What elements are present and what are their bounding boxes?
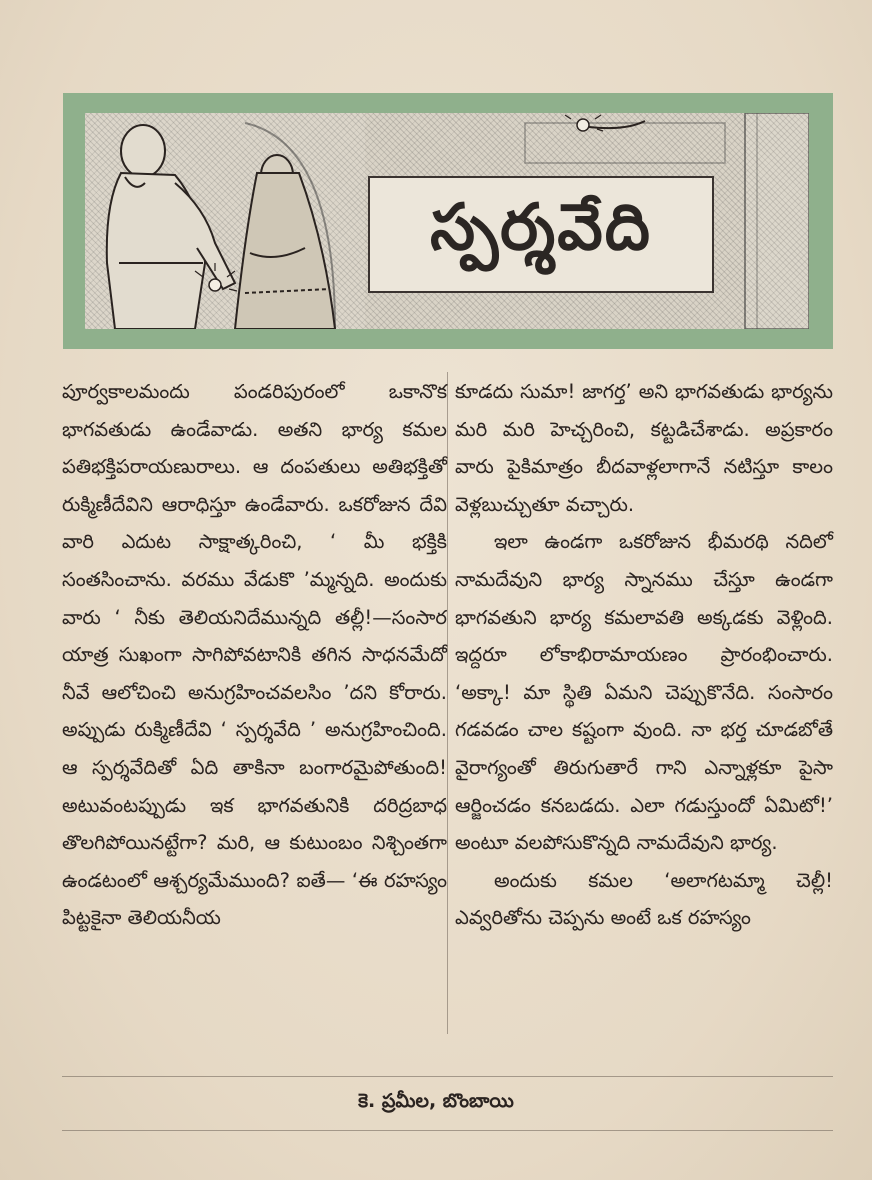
title-box: [368, 176, 714, 293]
author-credit: కె. ప్రమీల, బొంబాయి: [358, 1090, 514, 1112]
left-column: [62, 373, 447, 937]
right-paragraph-1: కూడదు సుమా! జాగర్త’ అని భాగవతుడు భార్యను మరి మరి హెచ్చరించి, కట్టడిచేశాడు. అప్రకారం వారు పైకిమాత్రం బీదవాళ్లలాగానే నటిస్తూ కాలం వెళ్లబుచ్చుతూ వచ్చారు.: [455, 380, 833, 516]
title-banner: [63, 93, 833, 349]
lamp-icon: [565, 113, 645, 131]
right-paragraph-3: అందుకు కమల ‘అలాగటమ్మా చెల్లీ! ఎవ్వరితోను చెప్పను అంటే ఒక రహస్యం: [455, 868, 833, 930]
story-title: స్పర్శవేది: [430, 189, 652, 265]
column-divider: [447, 372, 448, 1034]
right-paragraph-2: ఇలా ఉండగా ఒకరోజున భీమరథి నదిలో నామదేవుని భార్య స్నానము చేస్తూ ఉండగా భాగవతుని భార్య కమలావతి అక్కడకు వెళ్లింది. ఇద్దరూ లోకాభిరామాయణం ప్రారంభించారు. ‘అక్కా! మా స్థితి ఏమని చెప్పుకొనేది. సంసారం గడవడం చాల కష్టంగా వుంది. నా భర్త చూడబోతే వైరాగ్యంతో తిరుగుతారే గాని ఎన్నాళ్లకూ పైసా ఆర్జించడం కనబడదు. ఎలా గడుస్తుందో ఏమిటో!’ అంటూ వలపోసుకొన్నది నామదేవుని భార్య.: [455, 530, 833, 855]
footer-rule-top: [62, 1076, 833, 1077]
banner-illustration: [85, 113, 809, 329]
footer-rule-bottom: [62, 1130, 833, 1131]
left-paragraph-1: పూర్వకాలమందు పండరిపురంలో ఒకానొక భాగవతుడు ఉండేవాడు. అతని భార్య కమల పతిభక్తిపరాయణురాలు. ఆ దంపతులు అతిభక్తితో రుక్మిణీదేవిని ఆరాధిస్తూ ఉండేవారు. ఒకరోజున దేవి వారి ఎదుట సాక్షాత్కరించి, ‘ మీ భక్తికి సంతసించాను. వరము వేడుకొ ’మ్మన్నది. అందుకు వారు ‘ నీకు తెలియనిదేమున్నది తల్లీ!—సంసార యాత్ర సుఖంగా సాగిపోవటానికి తగిన సాధనమేదో నీవే ఆలోచించి అనుగ్రహించవలసిం ’దని కోరారు. అప్పుడు రుక్మిణీదేవి ‘ స్పర్శవేది ’ అనుగ్రహించింది. ఆ స్పర్శవేదితో ఏది తాకినా బంగారమైపోతుంది! అటువంటప్పుడు ఇక భాగవతునికి దరిద్రబాధ తొలగిపోయినట్టేగా? మరి, ఆ కుటుంబం నిశ్చింతగా ఉండటంలో ఆశ్చర్యమేముంది? ఐతే— ‘ఈ రహస్యం పిట్టకైనా తెలియనీయ: [62, 380, 447, 930]
right-column: [455, 373, 833, 937]
